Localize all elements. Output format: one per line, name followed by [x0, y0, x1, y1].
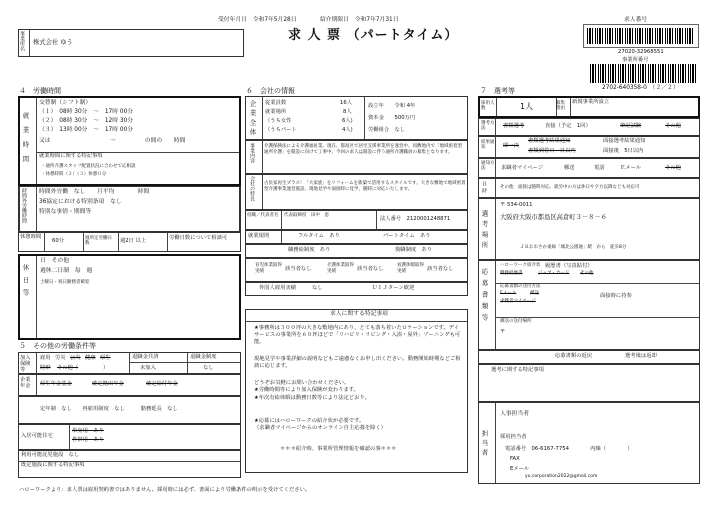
select-label: 選考方法: [481, 121, 495, 132]
result-label: 結果通知: [481, 140, 495, 151]
hire-label: 採用人数: [481, 101, 495, 112]
notes-p5: ＊＊＊紹介時、事業所管理情報を確認の事＊＊＊: [280, 446, 397, 452]
ins-kousei: 厚生: [100, 355, 111, 361]
emp-label: 企業全体: [248, 100, 257, 138]
select-written: 筆記試験: [620, 123, 642, 129]
emp-value-3: 4人): [342, 127, 353, 133]
hire-value: 1人: [520, 102, 534, 111]
page-title: 求 人 票 （パートタイム）: [288, 28, 459, 43]
emp-value-1: 8人: [343, 109, 352, 115]
pension-3: 確定給付年金: [146, 381, 178, 387]
result-docs-days: 書類到着日 日以内: [528, 148, 576, 154]
work-hours-label: 就業時間: [21, 112, 30, 170]
return-label: 応募書類の返戻: [555, 353, 593, 359]
ins-other-close: ）: [103, 365, 109, 371]
select-direct: 直接（予定 1回）: [545, 123, 591, 129]
notes-p3: どうぞお気軽にお問い合わせください。 ★労働時間等により加入保険が変わります。 ★年次有給休暇は動務日数等により法定どおり。: [254, 380, 370, 401]
housing-family: 世帯用 あり: [72, 437, 104, 443]
notify-label: 通知方法: [481, 161, 495, 172]
select-special-label: 選考に関する特記事項: [491, 367, 544, 373]
referral-deadline: 紹介期限日 令和7年7月31日: [320, 17, 399, 23]
emp-label-0: 従業員数: [265, 100, 287, 106]
retirement-row: 定年制 なし 再雇用制度 なし 勤務延長 なし: [40, 406, 178, 412]
contact-title: 人事担当者: [500, 411, 529, 417]
rank-system: 職務給制度 あり: [288, 247, 331, 253]
job-no-label: 求人番号: [624, 17, 648, 23]
leave-value-0: 該当者なし: [285, 266, 312, 272]
rules-label: 就業規則: [248, 233, 270, 239]
notes-title: 求人に関する特記事項: [330, 311, 388, 317]
contact-label: 担当者: [480, 430, 489, 459]
retire-system-value: なし: [203, 365, 214, 371]
corp-no: 法人番号 2120001248871: [380, 216, 451, 222]
hours-special-2: ・休憩時間（２）（３）休憩０分: [41, 172, 107, 177]
pension-label: 企業年金: [20, 377, 31, 389]
place-address: 大阪府大阪市都島区高倉町３－８－６: [500, 214, 608, 221]
founded: 設立年 令和 4年: [368, 103, 416, 109]
notify-email: Ｅメール: [620, 165, 642, 171]
rules-fulltime: フルタイム あり: [298, 233, 340, 239]
place-station: ＪＲおおさか東線「城北公園通」駅 から 徒歩8分: [520, 245, 627, 250]
hours-special-title: 就業時間に関する特記事項: [39, 153, 103, 159]
holiday-label: 休日等: [21, 264, 30, 302]
housing-label: 入居可能住宅: [21, 433, 53, 439]
contact-email: yu.corporation2022@gmail.com: [525, 474, 598, 479]
hours-special-1: ・通所介護スタッフ配置状況に合わせて応相談: [41, 164, 136, 169]
holiday-line3: 土曜日・祝日勤務者歓迎: [40, 280, 90, 285]
notes-p1: ★事務所は３００坪の大きな敷地内にあり、とても落ち着いたロケーションです。デイサービスの事業所を６０坪ほどで「リハビリ・リビング・入浴・屋外」ゾーニングも可能。: [254, 325, 461, 346]
return-value: 選考後は返却: [625, 353, 657, 359]
biz-label: 事業内容: [249, 143, 255, 163]
uij: ＵＩＪターン歓迎: [372, 285, 415, 291]
hire-reason-value: 新規事業所設立: [572, 99, 610, 105]
notes-p4: ★応募にはハローワークの紹介状が必要です。 （求職者マイページからのオンライン自主応募を除く）: [254, 418, 387, 432]
select-other: その他: [665, 123, 681, 129]
result-immediate: 即一決: [503, 143, 519, 149]
barcode-job: [587, 28, 695, 44]
special-circ: 特別な事情・期間等: [39, 209, 92, 215]
holiday-line2: 週休二日制 毎 週: [40, 268, 93, 274]
ins-koyou: 雇用: [40, 355, 51, 361]
contact-fax: FAX: [510, 456, 520, 462]
retire-system-label: 退職金制度: [190, 354, 217, 360]
union: 労働組合 なし: [368, 127, 406, 133]
or-label: 又は: [39, 138, 51, 144]
office-no-label: 事業所番号: [622, 57, 649, 63]
docs-jobcard: ジョブ・カード: [538, 271, 570, 276]
childcare: 利用可能託児施設 なし: [21, 452, 80, 458]
ins-kenkou: 健康: [85, 355, 96, 361]
notify-mail: 郵送: [564, 165, 575, 171]
capital: 資本金 500万円: [368, 115, 416, 121]
date-label: 日時: [481, 181, 487, 195]
rules-box: [245, 230, 468, 244]
rank-box: [245, 244, 468, 258]
date-value: その他 面接は随時対応。就労中の方は休日や夕方以降なども対応可: [500, 185, 640, 190]
interview-note: 面接時に持参: [600, 293, 632, 299]
notify-phone: 電話: [594, 165, 605, 171]
s6-title: ６ 会社の情報: [246, 87, 295, 95]
docs-resume: 履歴書（写真貼付）: [545, 263, 593, 269]
ins-zaikei: 財形: [40, 365, 51, 371]
weekly-days-label: 週所定労働日数: [85, 236, 112, 247]
place-postal: 〒 534-0011: [500, 202, 533, 208]
foreign: 外国人雇用実績 なし: [259, 285, 323, 291]
agreement-36: 36協定における特別条項 なし: [39, 199, 122, 205]
biz-text: 介護保険法による介護福祉業。現在、都島区で居宅支援事業所を運営中。同敷地内で「地域密着型通所介護」を開設に向けて工事中。今回の求人は開設に伴う通所介護職員の募集となります。: [264, 144, 462, 156]
overtime-label: 時間外労働時間: [21, 188, 27, 223]
feature-text: 古民家再生プラス！「大家族」をリフォームを新築で活用するスタイルです。大きな敷地で地域密着型介護事業運営施設。現地見学や面接時に見学、随時に対応いたします。: [264, 181, 466, 193]
leave-label-1: 介護休業取得実績: [327, 263, 354, 274]
feature-label: 会社の特長: [249, 176, 255, 201]
barcode-job-text: 27020-32968551: [618, 49, 664, 55]
send-method: 応募書類の送付方法: [500, 284, 541, 289]
between-text: ～ の間の 時間: [110, 138, 186, 144]
select-docs: 書類選考: [503, 123, 525, 129]
postal-dest: 郵送の送付場所: [500, 319, 532, 324]
break-label: 休憩時間: [20, 234, 42, 240]
barcode-office-text: 2702-640358-0 （２／２）: [602, 85, 679, 91]
result-interview: 面接選考結果通知: [603, 138, 646, 144]
send-mypage: 求職者マイページ: [500, 299, 536, 304]
leave-label-2: 看護休暇取得実績: [397, 263, 424, 274]
rules-parttime: パートタイム あり: [383, 233, 431, 239]
docs-label: 応募書類等: [480, 268, 489, 326]
result-interview-days: 面接後 5日以内: [603, 148, 644, 154]
shift-3: （３） 13時 00分 ～ 17時 00分: [39, 127, 134, 133]
ins-other: その他（: [57, 365, 79, 371]
contact-sub: 採用担当者: [500, 434, 527, 440]
postal-dest-mark: 〒: [500, 329, 506, 335]
insurance-label: 加入保険等: [20, 355, 31, 373]
place-label: 選考場所: [480, 210, 489, 252]
leave-value-1: 該当者なし: [357, 266, 384, 272]
pension-1: 厚生年金基金: [40, 381, 72, 387]
company-name: 株式会社 ゆう: [33, 39, 73, 46]
notify-other: その他: [665, 165, 681, 171]
overtime-avg: 時間外労働 なし 月平均 時間: [39, 189, 150, 195]
weekly-days-note: 労働日数について相談可: [169, 235, 228, 241]
company-label: 事業所名: [19, 31, 25, 51]
shift-2: （２） 08時 30分 ～ 12時 30分: [39, 118, 134, 124]
leave-label-0: 育児休業取得実績: [255, 263, 282, 274]
contact-tel: 電話番号 06-6167-7754 内線（ ）: [505, 446, 633, 452]
s5-title: ５ その他の労働条件等: [19, 342, 96, 350]
docs-referral: ハローワーク紹介状: [500, 263, 541, 268]
housing-single: 単身用 あり: [72, 428, 104, 434]
ins-rousai: 労災: [55, 355, 66, 361]
footer-note: ハローワークより：求人票は雇用契約書ではありません。採用時には必ず、書面により労働条件の明示を受けてください。: [19, 487, 311, 493]
rehire: 復職制度 あり: [395, 247, 433, 253]
emp-label-3: （うちパート: [265, 127, 297, 133]
emp-label-1: 就業場所: [265, 109, 287, 115]
docs-other: その他: [580, 271, 594, 276]
holiday-box: [18, 254, 241, 340]
role-label: 役職／代表者名: [247, 213, 279, 218]
hire-reason-label: 募集理由: [556, 101, 565, 112]
send-email: Eメール: [500, 291, 517, 296]
barcode-office: [590, 64, 698, 83]
break-value: 60分: [52, 238, 65, 244]
notes-p2: 現地見学や事業詳細の説明などもご遠慮なくお申し出ください。動務開始時期などご相談に応じます。: [254, 356, 461, 370]
emp-value-0: 16人: [340, 100, 353, 106]
contact-email-label: Eメール: [510, 466, 530, 472]
send-mail: 郵送: [530, 291, 539, 296]
shift-title: 交替制（シフト制）: [39, 100, 92, 106]
received-date: 受付年月日 令和7年5月28日: [218, 17, 297, 23]
notify-mypage: 求職者マイページ: [501, 165, 544, 171]
emp-label-2: （うち女性: [265, 118, 292, 124]
docs-history: 職務経歴書: [500, 271, 523, 276]
result-docs: 書類選考結果通知: [528, 138, 571, 144]
retire-mutual-value: 未加入: [140, 365, 156, 371]
weekly-days-value: 週2日 以上: [120, 238, 147, 244]
childcare-special: 既定施設に関する特記事項: [21, 462, 85, 468]
emp-value-2: 6人): [342, 118, 353, 124]
shift-1: （１） 08時 30分 ～ 17時 00分: [39, 109, 134, 115]
s4-title: ４ 労働時間: [19, 87, 61, 95]
ins-kousai: 公災: [70, 355, 81, 361]
role-value: 代表取締役 田中 恵: [284, 213, 329, 218]
job-no-box: [583, 24, 699, 48]
s7-title: ７ 選考等: [480, 87, 515, 95]
pension-2: 確定拠出年金: [92, 381, 124, 387]
retire-mutual-label: 退職金共済: [132, 354, 159, 360]
holiday-line1: 日 その他: [40, 258, 69, 264]
leave-value-2: 該当者なし: [427, 266, 454, 272]
